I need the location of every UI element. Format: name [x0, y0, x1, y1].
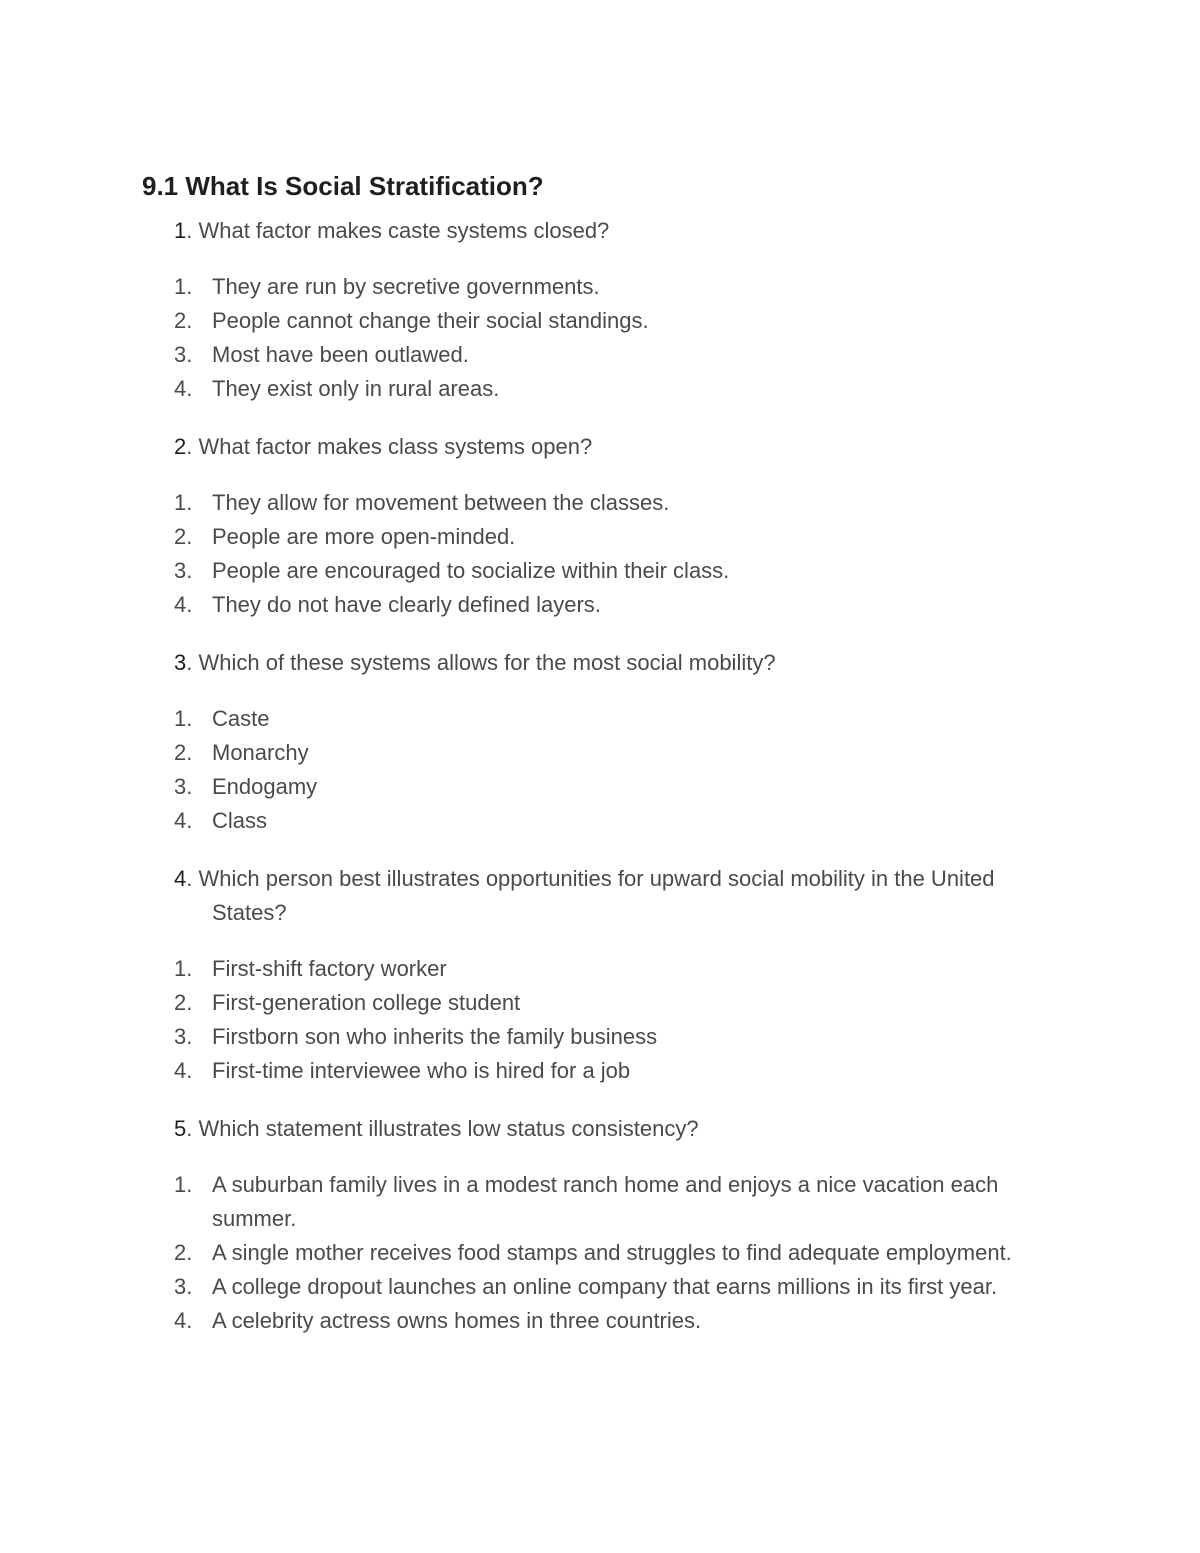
option-number: 1.: [174, 490, 193, 515]
answer-options-5: [174, 1168, 1074, 1338]
question-5: [174, 1112, 1074, 1146]
answer-option: [174, 1304, 1074, 1338]
option-text: First-time interviewee who is hired for a job: [212, 1058, 631, 1083]
option-number: 4.: [174, 1058, 193, 1083]
question-list: [174, 214, 1074, 1362]
question-number: 5: [174, 1116, 187, 1141]
option-text: Most have been outlawed.: [212, 342, 469, 367]
answer-option: [174, 952, 1074, 986]
option-number: 4.: [174, 376, 193, 401]
page-title: 9.1 What Is Social Stratification?: [142, 171, 544, 201]
answer-option: [174, 770, 1074, 804]
option-number: 3.: [174, 342, 193, 367]
option-text: Firstborn son who inherits the family business: [212, 1024, 658, 1049]
question-number: 2: [174, 434, 187, 459]
option-number: 2.: [174, 308, 193, 333]
option-text: Caste: [212, 706, 270, 731]
option-number: 4.: [174, 1308, 193, 1333]
option-text: People are more open-minded.: [212, 524, 516, 549]
answer-option: [174, 702, 1074, 736]
question-number: 3: [174, 650, 187, 675]
option-text: A single mother receives food stamps and struggles to find adequate employment.: [212, 1240, 1012, 1265]
answer-option: [174, 736, 1074, 770]
option-text: They exist only in rural areas.: [212, 376, 500, 401]
answer-option: [174, 372, 1074, 406]
option-number: 2.: [174, 1240, 193, 1265]
answer-option: [174, 338, 1074, 372]
question-text: . Which of these systems allows for the most social mobility?: [186, 650, 776, 675]
question-text: . What factor makes class systems open?: [186, 434, 593, 459]
option-number: 3.: [174, 1024, 193, 1049]
option-number: 3.: [174, 1274, 193, 1299]
question-text: . Which person best illustrates opportunities for upward social mobility in the United States?: [186, 866, 995, 925]
option-text: A celebrity actress owns homes in three countries.: [212, 1308, 702, 1333]
option-text: They are run by secretive governments.: [212, 274, 600, 299]
option-text: A suburban family lives in a modest ranch home and enjoys a nice vacation each summer.: [212, 1172, 999, 1231]
answer-option: [174, 270, 1074, 304]
option-number: 3.: [174, 774, 193, 799]
answer-option: [174, 1168, 1074, 1236]
option-text: People are encouraged to socialize within their class.: [212, 558, 730, 583]
option-number: 2.: [174, 990, 193, 1015]
answer-option: [174, 986, 1074, 1020]
answer-option: [174, 554, 1074, 588]
option-text: People cannot change their social standings.: [212, 308, 649, 333]
question-3: [174, 646, 1074, 680]
question-text: . Which statement illustrates low status consistency?: [186, 1116, 699, 1141]
option-text: They allow for movement between the classes.: [212, 490, 670, 515]
answer-option: [174, 304, 1074, 338]
option-text: First-shift factory worker: [212, 956, 447, 981]
option-text: First-generation college student: [212, 990, 521, 1015]
answer-options-3: [174, 702, 1074, 838]
option-text: A college dropout launches an online company that earns millions in its first year.: [212, 1274, 998, 1299]
question-1: [174, 214, 1074, 248]
answer-option: [174, 588, 1074, 622]
question-number: 4: [174, 866, 187, 891]
option-number: 4.: [174, 808, 193, 833]
option-number: 1.: [174, 956, 193, 981]
answer-option: [174, 1020, 1074, 1054]
option-number: 1.: [174, 274, 193, 299]
option-number: 1.: [174, 706, 193, 731]
option-number: 3.: [174, 558, 193, 583]
question-2: [174, 430, 1074, 464]
question-4: [174, 862, 1074, 930]
answer-option: [174, 804, 1074, 838]
question-text: . What factor makes caste systems closed?: [186, 218, 610, 243]
answer-options-4: [174, 952, 1074, 1088]
option-number: 2.: [174, 740, 193, 765]
option-text: They do not have clearly defined layers.: [212, 592, 601, 617]
answer-options-2: [174, 486, 1074, 622]
answer-option: [174, 1054, 1074, 1088]
option-text: Endogamy: [212, 774, 318, 799]
answer-option: [174, 1236, 1074, 1270]
option-text: Class: [212, 808, 268, 833]
option-number: 2.: [174, 524, 193, 549]
answer-option: [174, 486, 1074, 520]
option-text: Monarchy: [212, 740, 309, 765]
answer-options-1: [174, 270, 1074, 406]
answer-option: [174, 1270, 1074, 1304]
option-number: 4.: [174, 592, 193, 617]
answer-option: [174, 520, 1074, 554]
question-number: 1: [174, 218, 187, 243]
option-number: 1.: [174, 1172, 193, 1197]
